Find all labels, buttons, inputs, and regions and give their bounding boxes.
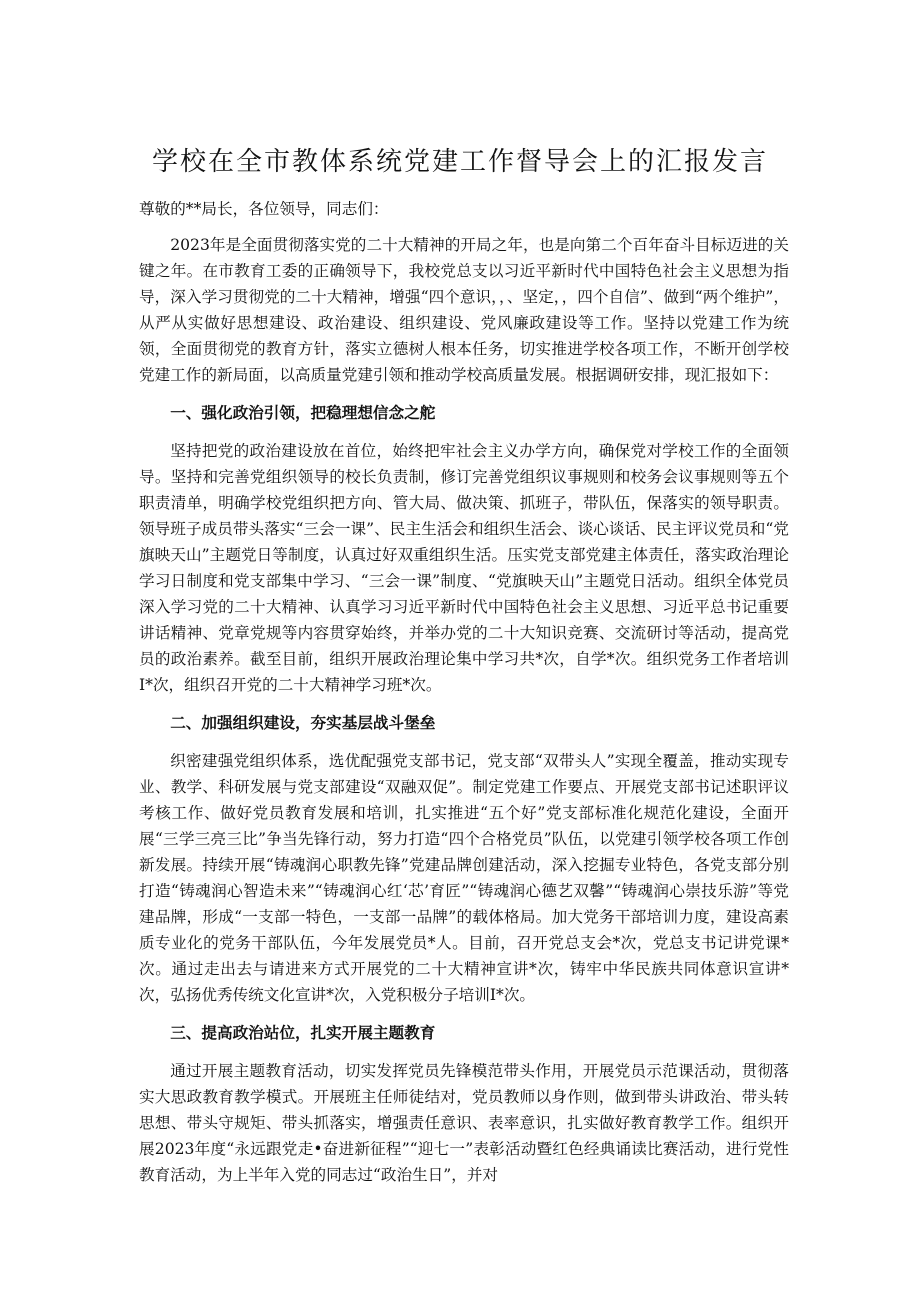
- section-1-paragraph: 坚持把党的政治建设放在首位，始终把牢社会主义办学方向，确保党对学校工作的全面领导。坚持和完善党组织领导的校长负责制，修订完善党组织议事规则和校务会议事规则等五个职责清单，明确学校党组织把方向、管大局、做决策、抓班子，带队伍，保落实的领导职责。领导班子成员带头落实“三会一课”、民主生活会和组织生活会、谈心谈话、民主评议党员和“党旗映天山”主题党日等制度，认真过好双重组织生活。压实党支部党建主体责任，落实政治理论学习日制度和党支部集中学习、“三会一课”制度、“党旗映天山”主题党日活动。组织全体党员深入学习党的二十大精神、认真学习习近平新时代中国特色社会主义思想、习近平总书记重要讲话精神、党章党规等内容贯穿始终，并举办党的二十大知识竞赛、交流研讨等活动，提高党员的政治素养。截至目前，组织开展政治理论集中学习共*次，自学*次。组织党务工作者培训I*次，组织召开党的二十大精神学习班*次。: [139, 442, 789, 694]
- section-1-heading: 一、强化政治引领，把稳理想信念之舵: [170, 403, 436, 422]
- section-2-paragraph: 织密建强党组织体系，选优配强党支部书记，党支部“双带头人”实现全覆盖，推动实现专业、教学、科研发展与党支部建设“双融双促”。制定党建工作要点、开展党支部书记述职评议考核工作、做好党员教育发展和培训，扎实推进“五个好”党支部标准化规范化建设，全面开展“三学三亮三比”争当先锋行动，努力打造“四个合格党员”队伍，以党建引领学校各项工作创新发展。持续开展“铸魂润心职教先锋”党建品牌创建活动，深入挖掘专业特色，各党支部分别打造“铸魂润心智造未来”“铸魂润心红‘芯’育匠”“铸魂润心德艺双馨”“铸魂润心崇技乐游”等党建品牌，形成“一支部一特色，一支部一品牌”的载体格局。加大党务干部培训力度，建设高素质专业化的党务干部队伍，今年发展党员*人。目前，召开党总支会*次，党总支书记讲党课*次。通过走出去与请进来方式开展党的二十大精神宣讲*次，铸牢中华民族共同体意识宣讲*次，弘扬优秀传统文化宣讲*次，入党积极分子培训I*次。: [139, 752, 789, 1004]
- document-body: [139, 196, 789, 1188]
- section-3-heading: 三、提高政治站位，扎实开展主题教育: [170, 1023, 436, 1042]
- salutation: 尊敬的**局长，各位领导，同志们：: [139, 200, 389, 218]
- intro-paragraph: 2023年是全面贯彻落实党的二十大精神的开局之年，也是向第二个百年奋斗目标迈进的关键之年。在市教育工委的正确领导下，我校党总支以习近平新时代中国特色社会主义思想为指导，深入学习贯彻党的二十大精神，增强“四个意识，，、坚定，，四个自信”、做到“两个维护”，从严从实做好思想建设、政治建设、组织建设、党风廉政建设等工作。坚持以党建工作为统领，全面贯彻党的教育方针，落实立德树人根本任务，切实推进学校各项工作，不断开创学校党建工作的新局面，以高质量党建引领和推动学校高质量发展。根据调研安排，现汇报如下：: [139, 236, 789, 384]
- document-title: 学校在全市教体系统党建工作督导会上的汇报发言: [151, 147, 768, 177]
- section-3-paragraph: 通过开展主题教育活动，切实发挥党员先锋模范带头作用，开展党员示范课活动，贯彻落实大思政教育教学模式。开展班主任师徒结对，党员教师以身作则，做到带头讲政治、带头转思想、带头守规矩、带头抓落实，增强责任意识、表率意识，扎实做好教育教学工作。组织开展2023年度“永远跟党走•奋进新征程”“迎七一”表彰活动暨红色经典诵读比赛活动，进行党性教育活动，为上半年入党的同志过“政治生日”，并对: [139, 1062, 789, 1184]
- section-2-heading: 二、加强组织建设，夯实基层战斗堡垒: [170, 713, 436, 732]
